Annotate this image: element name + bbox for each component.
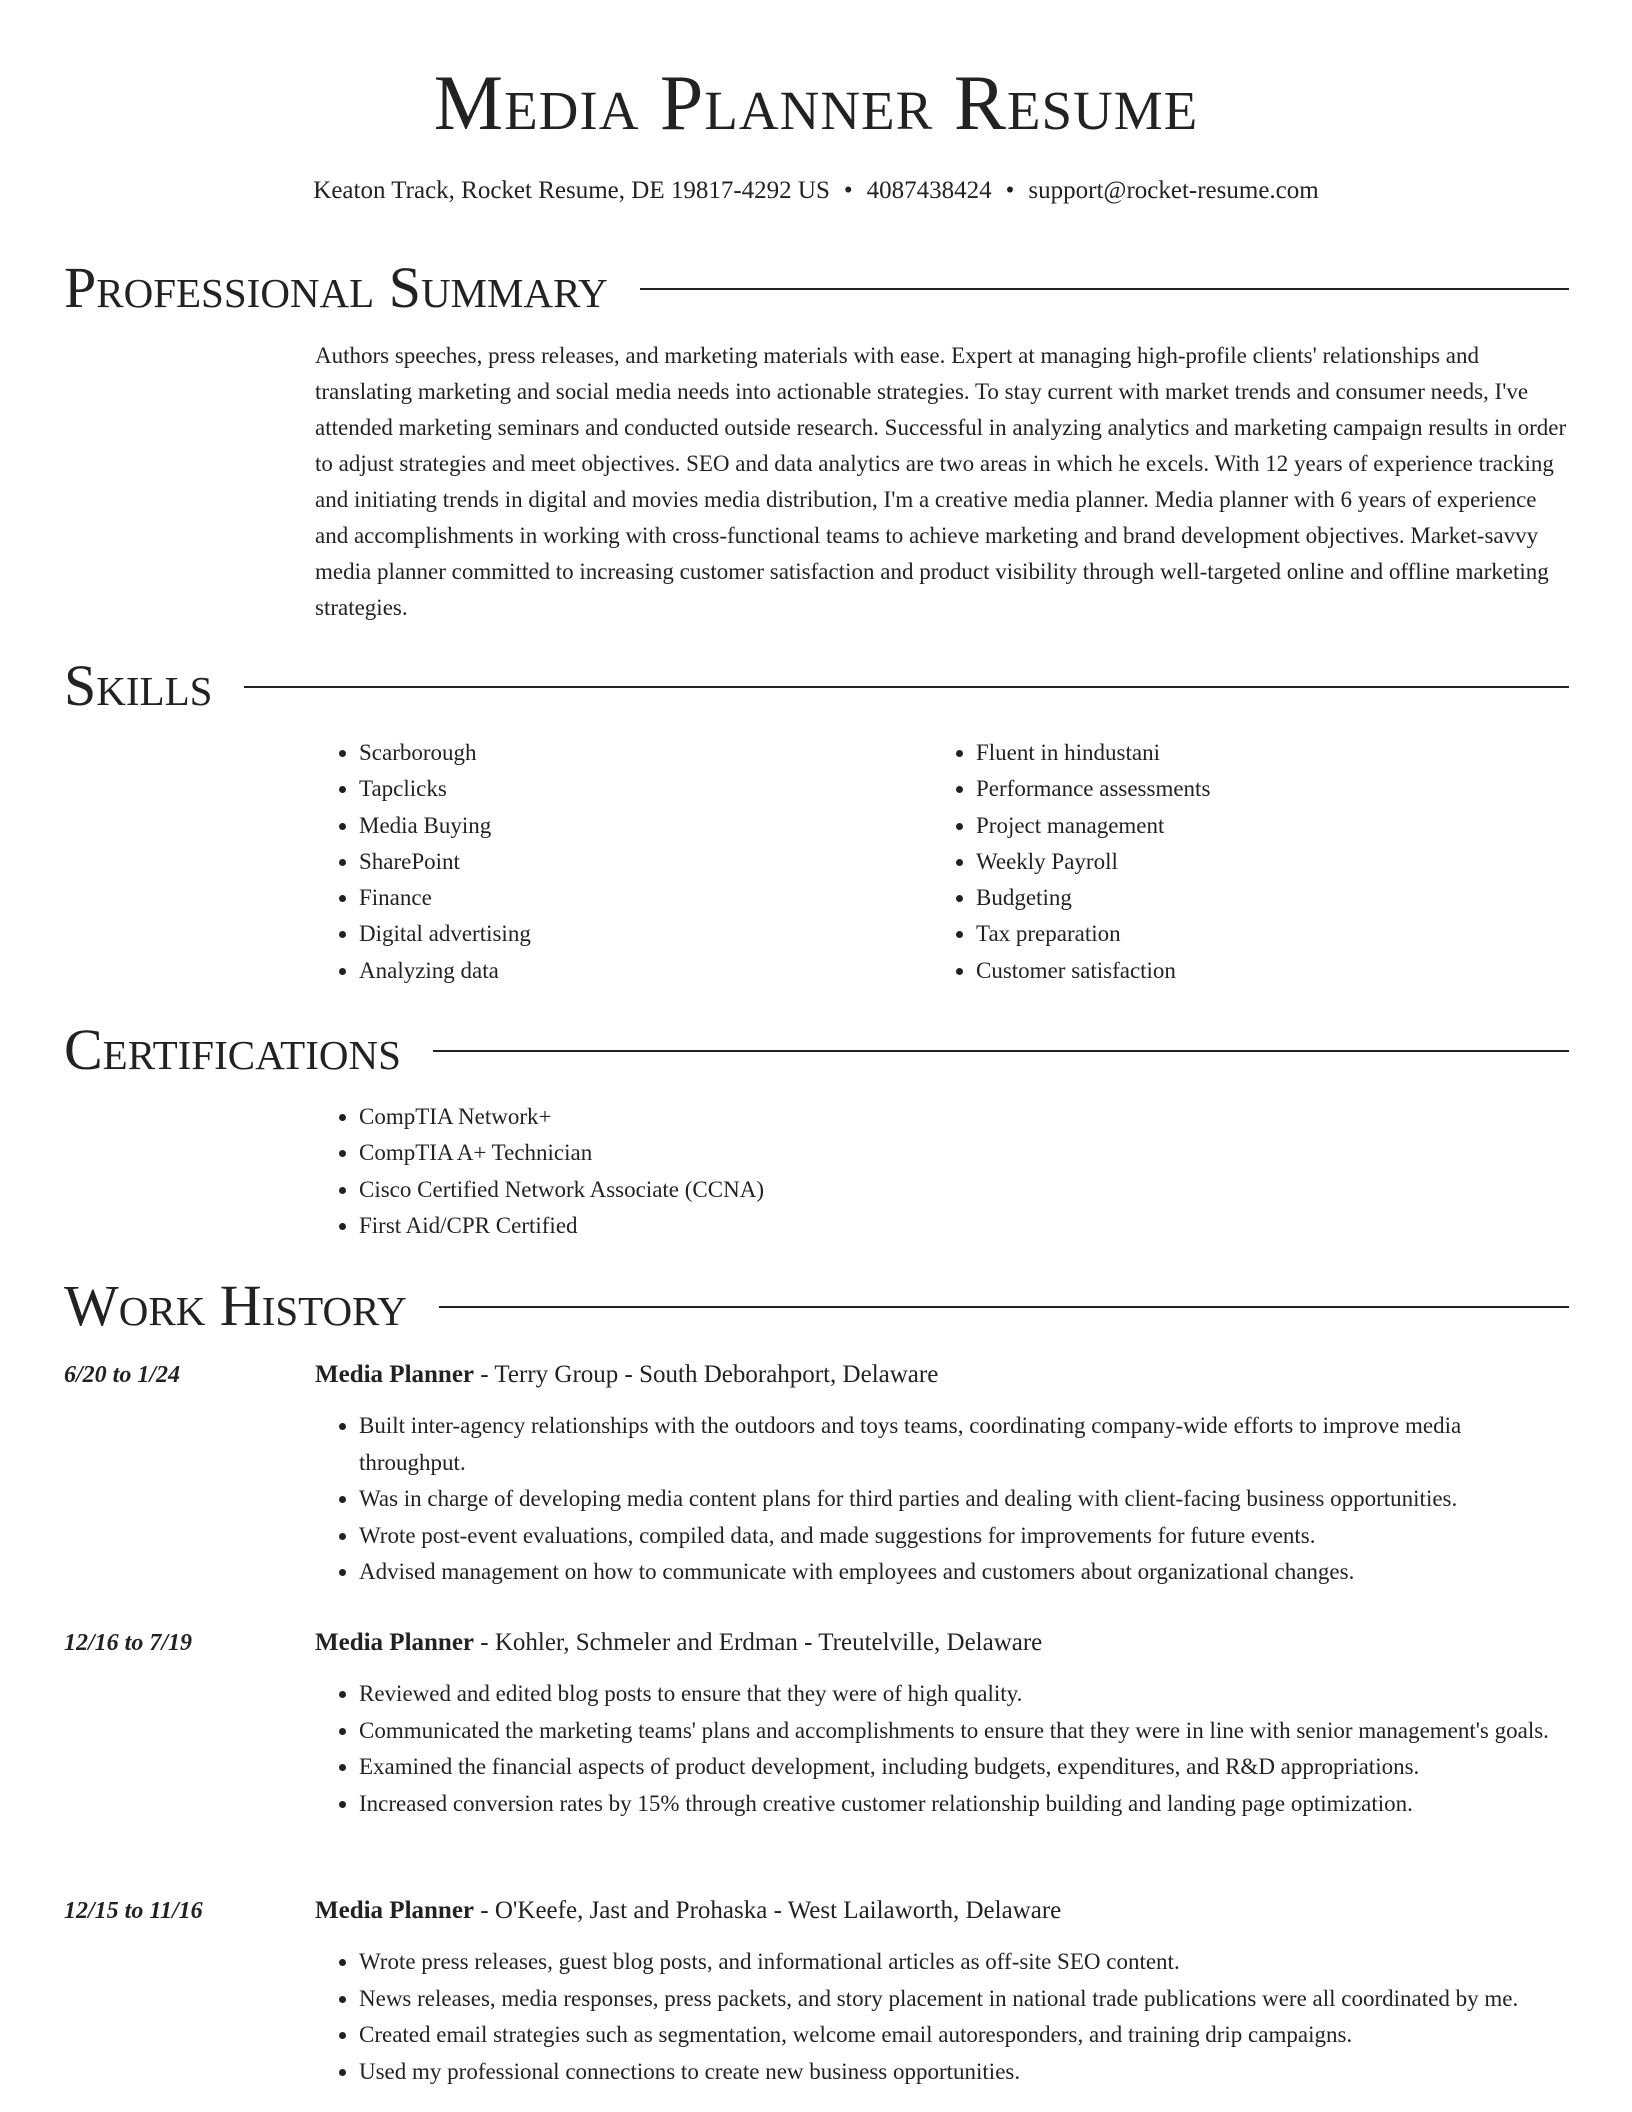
skills-list-left [315,735,915,989]
certifications-bullets [315,1099,1215,1244]
section-title-work-history: Work History [64,1273,407,1338]
skill-item: • Weekly Payroll [976,844,1532,880]
skill-item: • Customer satisfaction [976,953,1532,989]
section-title-certifications: Certifications [64,1017,401,1082]
skill-item: • Project management [976,808,1532,844]
section-divider [433,1050,1569,1052]
skill-item: • Budgeting [976,880,1532,916]
skills-list-right [932,735,1532,989]
section-divider [640,288,1569,290]
job-bullet: • Wrote press releases, guest blog posts, and informational articles as off-site SEO content. [359,1944,1570,1981]
skill-item: • Media Buying [359,808,915,844]
certifications-list [315,1099,1215,1244]
job-title-line [315,1625,1042,1661]
contact-address: Keaton Track, Rocket Resume, DE 19817-4292 US [313,177,830,204]
certification-item: • CompTIA A+ Technician [359,1135,1215,1171]
job-role: Media Planner [315,1361,475,1388]
certification-item: • Cisco Certified Network Associate (CCNA) [359,1172,1215,1208]
job-bullets [315,1408,1570,1591]
job-role: Media Planner [315,1629,475,1656]
section-title-summary: Professional Summary [64,255,608,320]
contact-separator: • [1005,177,1015,204]
job-employer: - O'Keefe, Jast and Prohaska - West Lailaworth, Delaware [474,1897,1062,1924]
job-bullet-list [315,1944,1570,2090]
certification-item: • CompTIA Network+ [359,1099,1215,1135]
skill-item: • Fluent in hindustani [976,735,1532,771]
job-bullet: • Wrote post-event evaluations, compiled data, and made suggestions for improvements for future events. [359,1518,1570,1555]
job-date: 12/15 to 11/16 [64,1898,203,1924]
skill-item: • Digital advertising [359,916,915,952]
job-bullets [315,1676,1570,1822]
job-date: 6/20 to 1/24 [64,1362,181,1388]
contact-phone: 4087438424 [866,177,992,204]
section-divider [244,686,1569,688]
job-bullet: • Increased conversion rates by 15% through creative customer relationship building and landing page optimization. [359,1786,1570,1823]
contact-line [0,175,1632,207]
job-bullet-list [315,1408,1570,1591]
job-bullets [315,1944,1570,2090]
job-date: 12/16 to 7/19 [64,1630,193,1656]
job-bullet: • Advised management on how to communicate with employees and customers about organizational changes. [359,1554,1570,1591]
skill-item: • Analyzing data [359,953,915,989]
job-bullet-list [315,1676,1570,1822]
section-header-work-history [64,1271,1569,1341]
skills-column-right [932,735,1532,989]
skill-item: • Scarborough [359,735,915,771]
section-header-summary [64,253,1569,323]
job-bullet: • Built inter-agency relationships with the outdoors and toys teams, coordinating company-wide efforts to improve media throughput. [359,1408,1570,1481]
summary-text: Authors speeches, press releases, and marketing materials with ease. Expert at managing high-profile clients' relationships and translating marketing and social media needs into actionable strategies. To stay current with market trends and consumer needs, I've attended marketing seminars and conducted outside research. Successful in analyzing analytics and marketing campaign results in order to adjust strategies and meet objectives. SEO and data analytics are two areas in which he excels. With 12 years of experience tracking and initiating trends in digital and movies media distribution, I'm a creative media planner. Media planner with 6 years of experience and accomplishments in working with cross-functional teams to achieve marketing and brand development objectives. Market-savvy media planner committed to increasing customer satisfaction and product visibility through well-targeted online and offline marketing strategies. [315,343,1567,620]
job-bullet: • Was in charge of developing media content plans for third parties and dealing with client-facing business opportunities. [359,1481,1570,1518]
certification-item: • First Aid/CPR Certified [359,1208,1215,1244]
skill-item: • Performance assessments [976,771,1532,807]
contact-separator: • [843,177,853,204]
job-bullet: • Communicated the marketing teams' plans and accomplishments to ensure that they were in line with senior management's goals. [359,1713,1570,1750]
job-bullet: • Created email strategies such as segmentation, welcome email autoresponders, and training drip campaigns. [359,2017,1570,2054]
skills-column-left [315,735,915,989]
job-bullet: • Reviewed and edited blog posts to ensure that they were of high quality. [359,1676,1570,1713]
job-employer: - Kohler, Schmeler and Erdman - Treutelville, Delaware [474,1629,1043,1656]
job-title-line [315,1357,938,1393]
job-bullet: • Examined the financial aspects of product development, including budgets, expenditures, and R&D appropriations. [359,1749,1570,1786]
section-header-certifications [64,1015,1569,1085]
job-title-line [315,1893,1061,1929]
skill-item: • Tapclicks [359,771,915,807]
section-divider [439,1306,1569,1308]
section-header-skills [64,651,1569,721]
job-bullet: • Used my professional connections to create new business opportunities. [359,2054,1570,2091]
page-title: Media Planner Resume [433,59,1199,146]
section-title-skills: Skills [64,653,213,718]
skill-item: • SharePoint [359,844,915,880]
contact-email: support@rocket-resume.com [1028,177,1319,204]
job-bullet: • News releases, media responses, press packets, and story placement in national trade publications were all coordinated by me. [359,1981,1570,2018]
job-employer: - Terry Group - South Deborahport, Delaware [474,1361,939,1388]
job-role: Media Planner [315,1897,475,1924]
skill-item: • Finance [359,880,915,916]
skill-item: • Tax preparation [976,916,1532,952]
